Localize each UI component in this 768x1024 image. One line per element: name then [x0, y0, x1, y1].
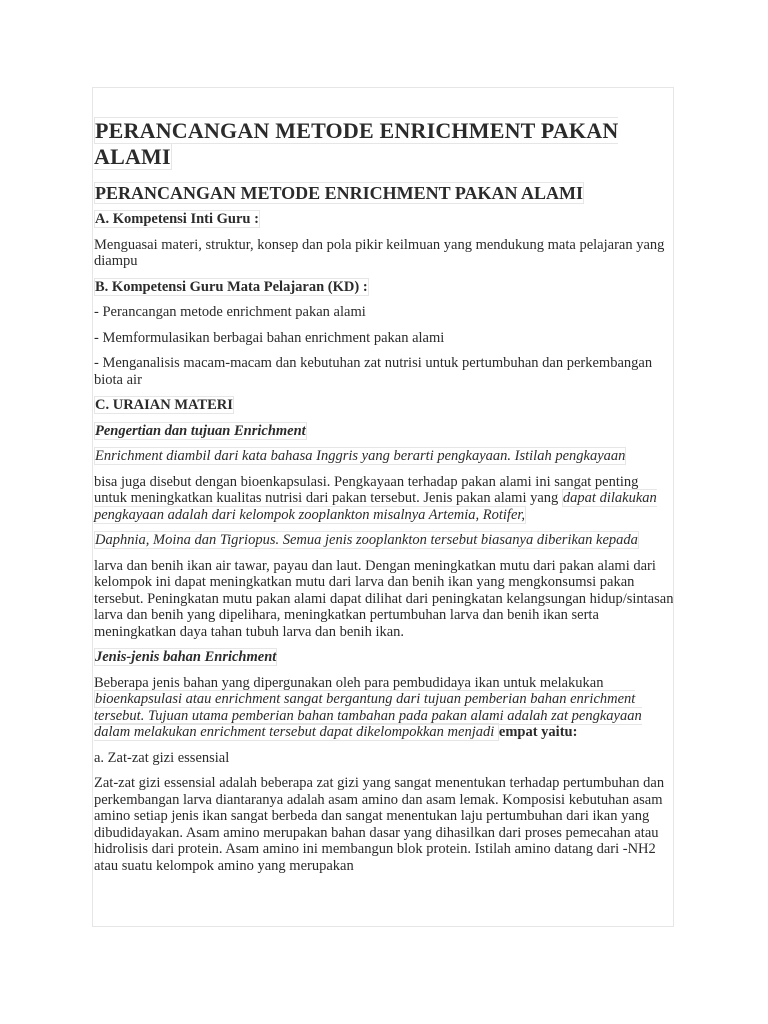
uraian-heading [94, 397, 674, 414]
paragraph-jenis-bahan-text: Beberapa jenis bahan yang dipergunakan oleh para pembudidaya ikan untuk melakukan [94, 674, 604, 691]
paragraph-enrichment-definition [94, 448, 674, 465]
pengertian-heading [94, 423, 674, 440]
paragraph-zooplankton-text: Daphnia, Moina dan Tigriopus. Semua jenis zooplankton tersebut biasanya diberikan kepada [95, 532, 638, 548]
paragraph-larva: larva dan benih ikan air tawar, payau dan laut. Dengan meningkatkan mutu dari pakan alami dari kelompok ini dapat meningkatkan mutu dari larva dan benih ikan yang mengkonsumsi pakan tersebut. Peningkatan mutu pakan alami dapat dilihat dari peningkatan kelangsungan hidup/sintasan larva dan benih yang dipelihara, meningkatkan pertumbuhan larva dan benih ikan serta meningkatkan daya tahan tubuh larva dan benih ikan. [94, 557, 674, 640]
paragraph-zooplankton [94, 532, 674, 549]
document-content [94, 118, 674, 883]
paragraph-zat-gizi: Zat-zat gizi essensial adalah beberapa zat gizi yang sangat menentukan terhadap pertumbuhan dan perkembangan larva diantaranya adalah asam amino dan asam lemak. Komposisi kebutuhan asam amino setiap jenis ikan sangat berbeda dan sangat menentukan laju pertumbuhan dari ikan yang dibudidayakan. Asam amino merupakan bahan dasar yang dihasilkan dari proses pemecahan atau hidrolisis dari protein. Asam amino ini membangun blok protein. Istilah amino datang dari -NH2 atau suatu kelompok amino yang merupakan [94, 775, 665, 874]
paragraph-bioenkapsulasi-italic: dapat dilakukan pengkayaan adalah dari kelompok zooplankton misalnya Artemia, Rotifer, [94, 490, 657, 523]
kompetensi-inti-heading [94, 211, 674, 228]
kd-item: - Memformulasikan berbagai bahan enrichment pakan alami [94, 329, 445, 346]
document-subtitle [94, 182, 674, 204]
jenis-heading-text: Jenis-jenis bahan Enrichment [95, 649, 277, 665]
paragraph-bioenkapsulasi-text: bisa juga disebut dengan bioenkapsulasi. Pengkayaan terhadap pakan alami ini sangat penting untuk meningkatkan kualitas nutrisi dari pakan tersebut. Jenis pakan alami yang [94, 473, 639, 506]
kd-heading [94, 279, 674, 296]
kd-item: - Perancangan metode enrichment pakan alami [94, 304, 366, 320]
paragraph-jenis-bahan-italic: bioenkapsulasi atau enrichment sangat bergantung dari tujuan pemberian bahan enrichment tersebut. Tujuan utama pemberian bahan tambahan pada pakan alami adalah zat pengkayaan dalam melakukan enrichment tersebut dapat dikelompokkan menjadi [94, 691, 642, 740]
kd-item: - Menganalisis macam-macam dan kebutuhan zat nutrisi untuk pertumbuhan dan perkembangan biota air [94, 355, 653, 388]
paragraph-jenis-bahan-bold: empat yaitu: [498, 724, 578, 740]
document-page [92, 87, 674, 927]
zat-gizi-heading: a. Zat-zat gizi essensial [94, 749, 230, 766]
paragraph-enrichment-definition-text: Enrichment diambil dari kata bahasa Inggris yang berarti pengkayaan. Istilah pengkayaan [95, 448, 626, 464]
kd-heading-text: B. Kompetensi Guru Mata Pelajaran (KD) : [95, 278, 368, 295]
jenis-heading [94, 649, 674, 666]
document-subtitle-text: PERANCANGAN METODE ENRICHMENT PAKAN ALAMI [95, 183, 584, 203]
pengertian-heading-text: Pengertian dan tujuan Enrichment [95, 422, 306, 439]
paragraph-jenis-bahan [94, 675, 674, 741]
paragraph-bioenkapsulasi [94, 474, 674, 524]
document-title [94, 118, 674, 170]
kompetensi-inti-heading-text: A. Kompetensi Inti Guru : [95, 211, 259, 227]
kompetensi-inti-text: Menguasai materi, struktur, konsep dan pola pikir keilmuan yang mendukung mata pelajaran yang diampu [94, 236, 665, 269]
document-title-text: PERANCANGAN METODE ENRICHMENT PAKAN ALAMI [94, 118, 619, 169]
uraian-heading-text: C. URAIAN MATERI [95, 397, 233, 413]
